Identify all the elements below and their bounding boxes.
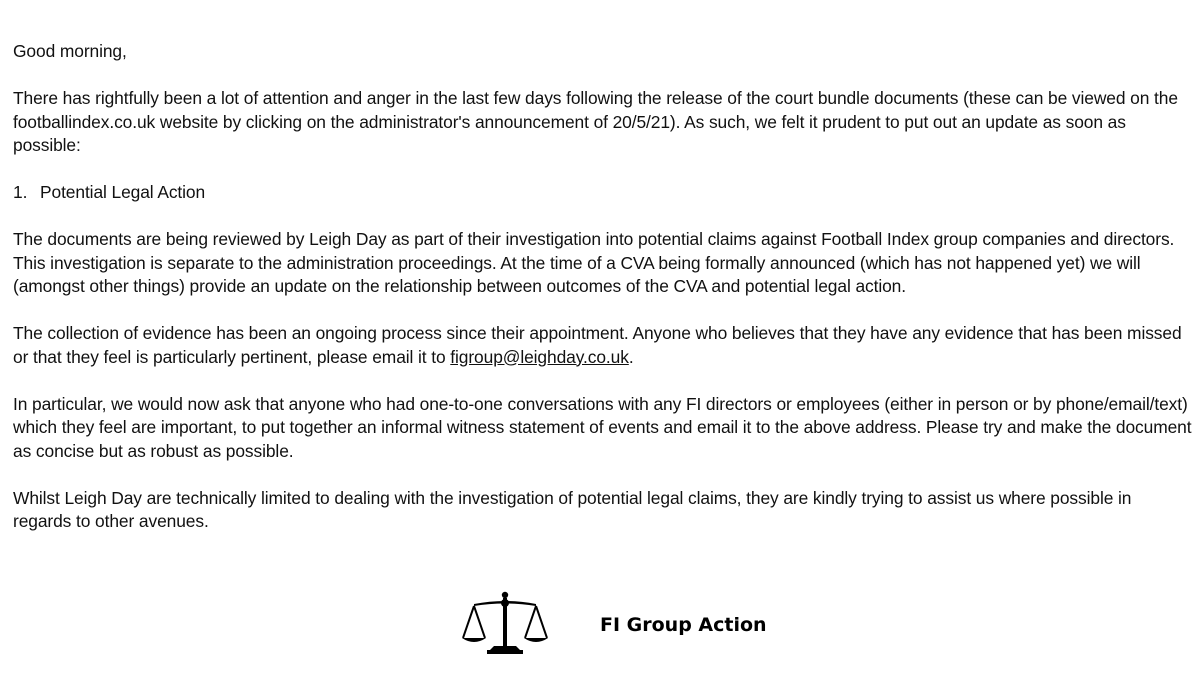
paragraph-evidence [13,322,1193,369]
section-heading [13,181,1193,205]
intro-paragraph: There has rightfully been a lot of attention and anger in the last few days following the release of the court bundle documents (these can be viewed on the footballindex.co.uk website by clicking on the administrator's announcement of 20/5/21). As such, we felt it prudent to put out an update as soon as possible: [13,88,1178,155]
footer [460,590,767,660]
letter-body [13,40,1193,557]
section-title: Potential Legal Action [40,182,206,202]
email-link[interactable]: figroup@leighday.co.uk [450,346,629,367]
section-number: 1. [13,182,28,202]
paragraph-witness-statement: In particular, we would now ask that anyone who had one-to-one conversations with any FI directors or employees (either in person or by phone/email/text) which they feel are important, to put together an informal witness statement of events and email it to the above address. Please try and make the document as concise but as robust as possible. [13,393,1192,461]
evidence-text: The collection of evidence has been an ongoing process since their appointment. Anyone who believes that they have any evidence that has been missed or that they feel is particularly pertinent, please email it to [13,323,1182,367]
paragraph-review: The documents are being reviewed by Leigh Day as part of their investigation into potential claims against Football Index group companies and directors. This investigation is separate to the administration proceedings. At the time of a CVA being formally announced (which has not happened yet) we will (amongst other things) provide an update on the relationship between outcomes of the CVA and potential legal action. [13,229,1175,296]
paragraph-other-avenues: Whilst Leigh Day are technically limited to dealing with the investigation of potential legal claims, they are kindly trying to assist us where possible in regards to other avenues. [13,487,1132,531]
brand-name: FI Group Action [600,614,767,636]
greeting: Good morning, [13,41,127,61]
scales-of-justice-icon [460,590,550,658]
evidence-end: . [628,346,634,367]
